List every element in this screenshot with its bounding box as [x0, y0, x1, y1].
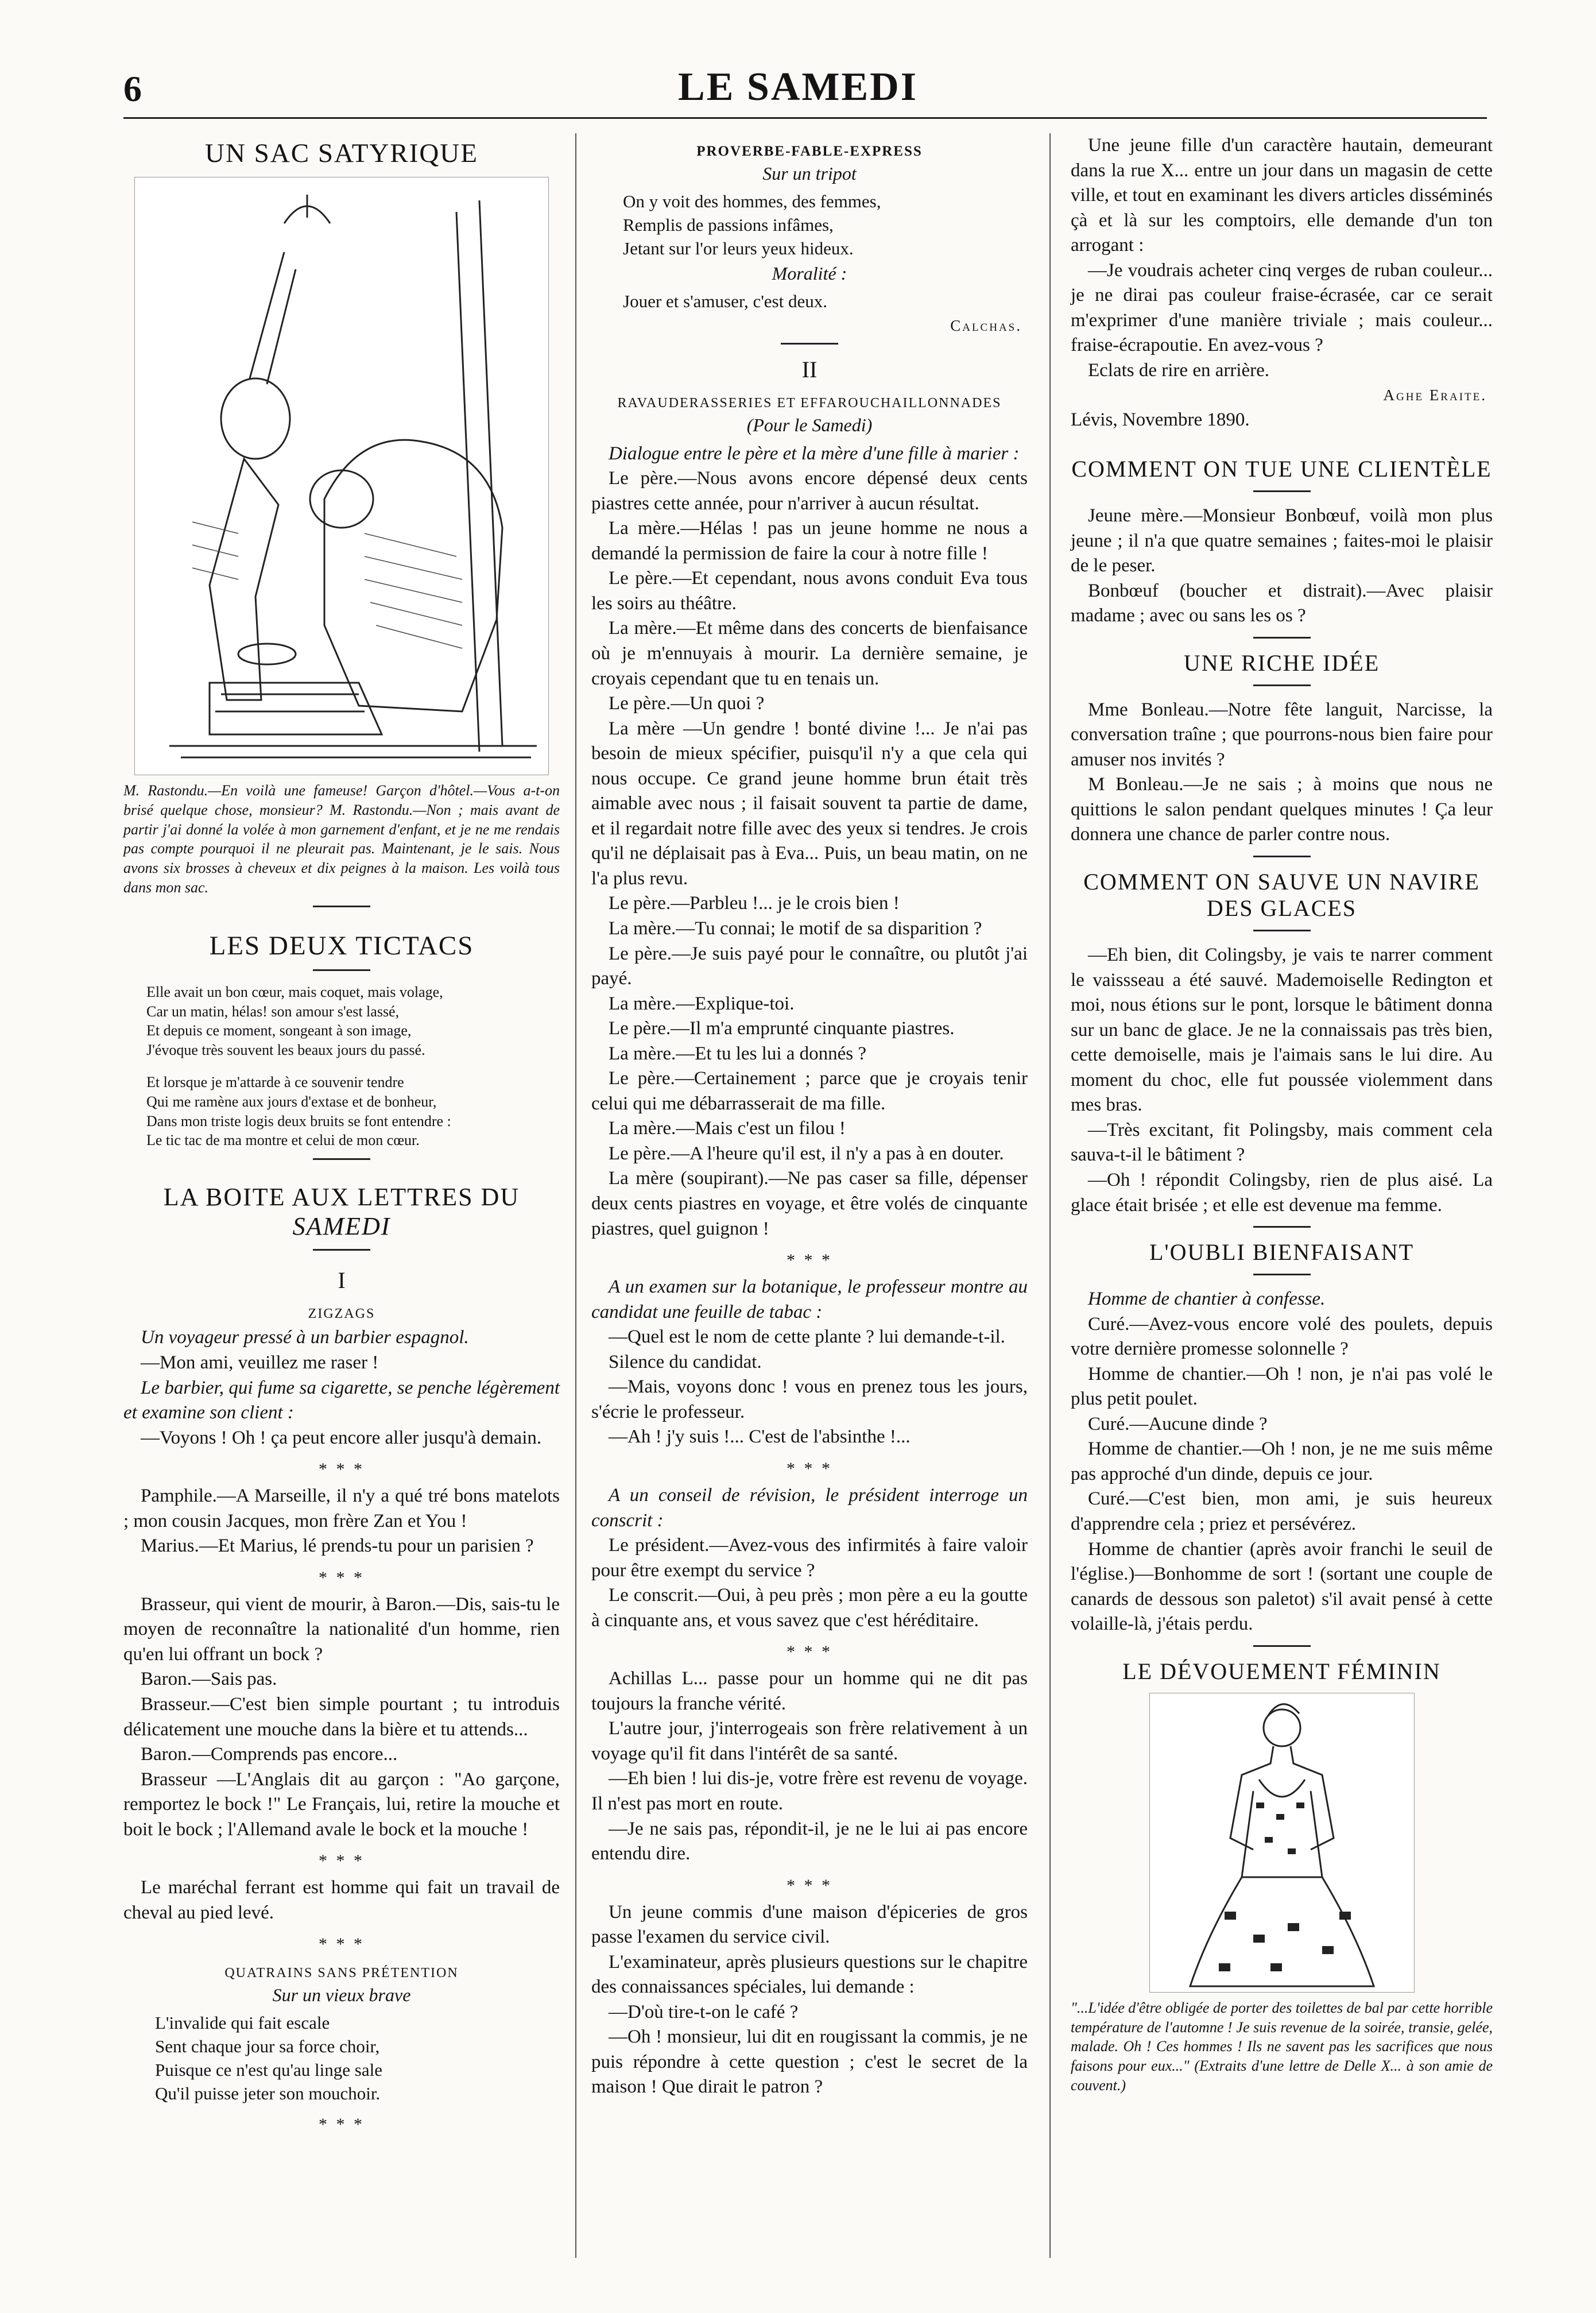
signature: Calchas. — [950, 316, 1022, 334]
column-divider — [1049, 133, 1051, 2258]
section-title: UNE RICHE IDÉE — [1183, 649, 1380, 676]
divider — [1253, 637, 1311, 639]
verse-line: Sent chaque jour sa force choir, — [155, 2036, 380, 2057]
verse-line: Puisque ce n'est qu'au linge sale — [155, 2060, 382, 2080]
paragraph: Une jeune fille d'un caractère hautain, demeurant dans la rue X... entre un jour dans un magasin de cette ville, et tout en examinant les divers articles disséminés çà et là sur les comptoirs, elle demande d'un ton arrogant : — [1071, 135, 1493, 256]
column-1 — [123, 133, 560, 2139]
asterism: * * * — [787, 1459, 832, 1478]
page-number: 6 — [123, 68, 142, 109]
paragraph: —Oh ! répondit Colingsby, rien de plus aisé. La glace était brisée ; et elle est devenue ma femme. — [1071, 1169, 1493, 1216]
paragraph: Un jeune commis d'une maison d'épiceries de gros passe l'examen du service civil. — [591, 1901, 1028, 1948]
poem-line: Elle avait un bon cœur, mais coquet, mais volage, — [146, 983, 443, 1000]
paragraph: Un voyageur pressé à un barbier espagnol. — [141, 1327, 469, 1348]
divider — [1253, 1226, 1311, 1228]
paragraph: Le conscrit.—Oui, à peu près ; mon père a eu la goutte à cinquante ans, et vous savez que c'est héréditaire. — [591, 1585, 1028, 1631]
paragraph: —Quel est le nom de cette plante ? lui demande-t-il. — [609, 1326, 1005, 1348]
paragraph: Jeune mère.—Monsieur Bonbœuf, voilà mon plus jeune ; il n'a que quatre semaines ; faites-moi le plaisir de le peser. — [1071, 505, 1493, 577]
signature: Aghe Eraite. — [1383, 386, 1487, 404]
paragraph: A un examen sur la botanique, le professeur montre au candidat une feuille de tabac : — [591, 1277, 1028, 1322]
paragraph: Eclats de rire en arrière. — [1088, 359, 1270, 381]
paragraph: —D'où tire-t-on le café ? — [609, 2001, 799, 2022]
paragraph: Le président.—Avez-vous des infirmités à faire valoir pour être exempt du service ? — [591, 1535, 1028, 1581]
moral-label: Moralité : — [772, 262, 847, 284]
paragraph: Pamphile.—A Marseille, il n'y a qué tré bons matelots ; mon cousin Jacques, mon frère Zan et You ! — [123, 1486, 560, 1531]
section-title: LES DEUX TICTACS — [209, 930, 474, 961]
dialogue-line: La mère.—Explique-toi. — [609, 993, 795, 1014]
divider — [1253, 490, 1311, 492]
section-title: COMMENT ON SAUVE UN NAVIRE DES GLACES — [1083, 869, 1480, 922]
moral: Jouer et s'amuser, c'est deux. — [623, 291, 827, 311]
subheading-italic: Sur un tripot — [762, 163, 857, 184]
paragraph: M Bonleau.—Je ne sais ; à moins que nous ne quittions le salon pendant quelques minutes ! Ça leur donnera une chance de parler contre nous. — [1071, 774, 1493, 845]
paragraph: Homme de chantier (après avoir franchi le seuil de l'église.)—Bonhomme de sort ! (sortant une couple de canards de dessous son paletot) s'il avait pensé à cette volaille-là, j'étais perdu. — [1071, 1538, 1493, 1635]
asterism: * * * — [319, 1851, 365, 1871]
paragraph: Bonbœuf (boucher et distrait).—Avec plaisir madame ; avec ou sans les os ? — [1071, 580, 1493, 626]
verse-line: Remplis de passions infâmes, — [623, 214, 834, 235]
paragraph: —Voyons ! Oh ! ça peut encore aller jusqu'à demain. — [141, 1427, 542, 1448]
section-title: LA BOITE AUX LETTRES DU SAMEDI — [163, 1183, 520, 1240]
paragraph: Curé.—Avez-vous encore volé des poulets, depuis votre dernière promesse solonnelle ? — [1071, 1313, 1493, 1360]
paragraph: A un conseil de révision, le président interroge un conscrit : — [591, 1484, 1028, 1531]
subheading: RAVAUDERASSERIES ET EFFAROUCHAILLONNADES — [617, 395, 1002, 411]
paragraph: Homme de chantier à confesse. — [1088, 1289, 1326, 1310]
verse-line: Jetant sur l'or leurs yeux hideux. — [623, 238, 854, 258]
dialogue-line: La mère.—Tu connai; le motif de sa disparition ? — [609, 918, 982, 939]
paragraph: Baron.—Sais pas. — [141, 1669, 277, 1690]
paragraph: Curé.—C'est bien, mon ami, je suis heureux d'apprendre cela ; priez et persévérez. — [1071, 1488, 1493, 1534]
page-header — [0, 0, 1596, 115]
section-title: L'OUBLI BIENFAISANT — [1149, 1239, 1415, 1266]
paragraph: —Oh ! monsieur, lui dit en rougissant la commis, je ne puis répondre à cette question ; c'est le secret de la maison ! Que dirait le patron ? — [591, 2026, 1028, 2098]
dialogue-line: Le père.—Certainement ; parce que je croyais tenir celui qui me débarrasserait de ma fille. — [591, 1068, 1028, 1114]
divider — [313, 1249, 370, 1251]
verse-line: On y voit des hommes, des femmes, — [623, 191, 881, 211]
poem-line: Qui me ramène aux jours d'extase et de bonheur, — [146, 1093, 437, 1110]
paragraph: Mme Bonleau.—Notre fête languit, Narcisse, la conversation traîne ; que pourrons-nous bien faire pour amuser nos invités ? — [1071, 699, 1493, 770]
divider — [1253, 856, 1311, 857]
poem-line: Et lorsque je m'attarde à ce souvenir tendre — [146, 1074, 404, 1091]
dialogue-line: La mère.—Mais c'est un filou ! — [609, 1118, 846, 1139]
poem-line: Et depuis ce moment, songeant à son image, — [146, 1022, 412, 1039]
divider — [1253, 930, 1311, 931]
paragraph: Brasseur, qui vient de mourir, à Baron.—Dis, sais-tu le moyen de reconnaître la nationalité d'un homme, rien qu'en lui offrant un bock ? — [123, 1593, 560, 1665]
paragraph: Dialogue entre le père et la mère d'une fille à marier : — [609, 443, 1020, 464]
paragraph: Homme de chantier.—Oh ! non, je ne me suis même pas approché d'un dinde, depuis ce jour. — [1071, 1438, 1493, 1484]
column-divider — [575, 133, 576, 2258]
dialogue-line: La mère.—Et même dans des concerts de bienfaisance où je m'ennuyais à mourir. La dernière semaine, je croyais cependant que tu en tenais un. — [591, 618, 1028, 689]
verse-line: L'invalide qui fait escale — [155, 2013, 330, 2033]
divider — [313, 906, 370, 907]
verse-line: Qu'il puisse jeter son mouchoir. — [155, 2083, 381, 2104]
poem-line: Dans mon triste logis deux bruits se font entendre : — [146, 1112, 451, 1130]
dialogue-line: Le père.—Il m'a emprunté cinquante piastres. — [609, 1018, 955, 1039]
paragraph: Silence du candidat. — [609, 1351, 762, 1372]
subheading-italic: Sur un vieux brave — [272, 1985, 411, 2006]
paragraph: —Eh bien ! lui dis-je, votre frère est revenu de voyage. Il n'est pas mort en route. — [591, 1768, 1028, 1814]
illustration-caption: "...L'idée d'être obligée de porter des toilettes de bal par cette horrible température de l'automne ! Je suis revenue de la soirée, transie, gelée, malade. Oh ! Ces hommes ! Ils ne savent pas les sacrifices que nous faisons pour eux..." (Extraits d'une lettre de Delle X... à son amie de couvent.) — [1071, 1999, 1493, 2094]
paragraph: Curé.—Aucune dinde ? — [1088, 1413, 1268, 1434]
column-3 — [1071, 133, 1493, 2095]
woman-illustration — [1149, 1693, 1415, 1993]
subheading: QUATRAINS SANS PRÉTENTION — [224, 1966, 459, 1981]
divider — [313, 1158, 370, 1160]
newspaper-title: LE SAMEDI — [678, 65, 918, 109]
divider — [313, 969, 370, 971]
paragraph: —Ah ! j'y suis !... C'est de l'absinthe !... — [609, 1426, 911, 1448]
paragraph: L'examinateur, après plusieurs questions sur le chapitre des connaissances spéciales, lui demande : — [591, 1951, 1028, 1998]
divider — [1253, 684, 1311, 686]
roman-numeral: II — [801, 356, 818, 382]
section-title: UN SAC SATYRIQUE — [205, 138, 478, 168]
paragraph: Baron.—Comprends pas encore... — [141, 1744, 398, 1765]
cartoon-caption: M. Rastondu.—En voilà une fameuse! Garçon d'hôtel.—Vous a-t-on brisé quelque chose, monsieur? M. Rastondu.—Non ; mais avant de partir j'ai donné la volée à mon garnement d'enfant, et je ne me rendais pas compte pourquoi il ne pleurait pas. Maintenant, je le sais. Nous avons six brosses à cheveux et dix peignes à la maison. Les voilà tous dans mon sac. — [123, 782, 560, 896]
asterism: * * * — [787, 1642, 832, 1662]
dialogue-line: Le père.—Nous avons encore dépensé deux cents piastres cette année, pour n'arriver à aucun résultat. — [591, 468, 1028, 514]
paragraph: Brasseur.—C'est bien simple pourtant ; tu introduis délicatement une mouche dans la bière et tu attends... — [123, 1694, 560, 1740]
section-title: COMMENT ON TUE UNE CLIENTÈLE — [1071, 456, 1492, 482]
header-rule — [123, 117, 1487, 119]
fable-verse — [623, 190, 1028, 261]
asterism: * * * — [787, 1251, 832, 1270]
asterism: * * * — [319, 2115, 365, 2134]
roman-numeral: I — [338, 1267, 346, 1294]
poem — [146, 983, 560, 1150]
subheading: ZIGZAGS — [308, 1306, 375, 1322]
dialogue-line: La mère (soupirant).—Ne pas caser sa fille, dépenser deux cents piastres en voyage, et être volés de cinquante piastres, quel guignon ! — [591, 1168, 1028, 1239]
asterism: * * * — [319, 1568, 365, 1587]
paragraph: Brasseur —L'Anglais dit au garçon : "Ao garçone, remportez le bock !" Le Français, lui, retire la mouche et boit le bock ; l'Allemand avale le bock et la mouche ! — [123, 1769, 560, 1840]
dialogue-line: Le père.—Je suis payé pour le connaître, ou plutôt j'ai payé. — [591, 943, 1028, 989]
paragraph: Marius.—Et Marius, lé prends-tu pour un parisien ? — [141, 1535, 534, 1557]
section-title: LE DÉVOUEMENT FÉMININ — [1122, 1658, 1441, 1684]
dialogue-line: La mère —Un gendre ! bonté divine !... Je n'ai pas besoin de mieux spécifier, puisqu'il n'y a que cela qui nous occupe. Ce grand jeune homme brun était très aimable avec nous ; il faisait souvent ta partie de dame, et il regardait notre fille avec des yeux si tendres. Je crois qu'il ne déplaisait pas à Eva... Puis, un beau matin, on ne l'a plus revu. — [591, 718, 1028, 889]
subheading-italic: (Pour le Samedi) — [746, 414, 873, 435]
dialogue-line: La mère.—Et tu les lui a donnés ? — [609, 1043, 867, 1064]
paragraph: —Je ne sais pas, répondit-il, je ne le lui ai pas encore entendu dire. — [591, 1818, 1028, 1865]
dialogue-line: Le père.—Un quoi ? — [609, 693, 765, 714]
dialogue-line: Le père.—A l'heure qu'il est, il n'y a pas à en douter. — [609, 1143, 1004, 1164]
poem-line: Car un matin, hélas! son amour s'est lassé, — [146, 1003, 400, 1020]
quatrain — [155, 2012, 560, 2106]
dialogue-line: La mère.—Hélas ! pas un jeune homme ne nous a demandé la permission de faire la cour à notre fille ! — [591, 518, 1028, 564]
divider — [1253, 1274, 1311, 1275]
dialogue-line: Le père.—Parbleu !... je le crois bien ! — [609, 893, 900, 914]
paragraph: —Je voudrais acheter cinq verges de ruban couleur... je ne dirai pas couleur fraise-écrasée, car ce serait m'exprimer d'une manière triviale ; mais couleur... fraise-écrapoutie. En avez-vous ? — [1071, 260, 1493, 356]
divider — [781, 343, 838, 345]
paragraph: —Eh bien, dit Colingsby, je vais te narrer comment le vaissseau a été sauvé. Mademoiselle Redington et moi, nous étions sur le pont, lorsque le bâtiment donna sur un banc de glace. Je ne la connaissais pas très bien, cette demoiselle, mais je l'aimais sans le lui dire. Au moment du choc, elle fut poussée violemment dans mes bras. — [1071, 945, 1493, 1116]
poem-line: Le tic tac de ma montre et celui de mon cœur. — [146, 1132, 420, 1149]
subheading: PROVERBE-FABLE-EXPRESS — [696, 144, 923, 159]
dateline: Lévis, Novembre 1890. — [1071, 409, 1250, 431]
dialogue-line: Le père.—Et cependant, nous avons conduit Eva tous les soirs au théâtre. — [591, 568, 1028, 614]
paragraph: —Très excitant, fit Polingsby, mais comment cela sauva-t-il le bâtiment ? — [1071, 1119, 1493, 1166]
paragraph: Le maréchal ferrant est homme qui fait un travail de cheval au pied levé. — [123, 1877, 560, 1923]
paragraph: Homme de chantier.—Oh ! non, je n'ai pas volé le plus petit poulet. — [1071, 1363, 1493, 1410]
asterism: * * * — [319, 1935, 365, 1954]
paragraph: Achillas L... passe pour un homme qui ne dit pas toujours la franche vérité. — [591, 1668, 1028, 1714]
poem-line: J'évoque très souvent les beaux jours du passé. — [146, 1042, 425, 1059]
asterism: * * * — [319, 1460, 365, 1479]
asterism: * * * — [787, 1875, 832, 1895]
paragraph: L'autre jour, j'interrogeais son frère relativement à un voyage qu'il fit dans l'intérêt de sa santé. — [591, 1718, 1028, 1764]
cartoon-illustration — [134, 177, 549, 775]
paragraph: —Mon ami, veuillez me raser ! — [141, 1352, 379, 1373]
paragraph: —Mais, voyons donc ! vous en prenez tous les jours, s'écrie le professeur. — [591, 1376, 1028, 1422]
divider — [1253, 1645, 1311, 1647]
paragraph: Le barbier, qui fume sa cigarette, se penche légèrement et examine son client : — [123, 1377, 560, 1424]
column-2 — [591, 133, 1028, 2100]
